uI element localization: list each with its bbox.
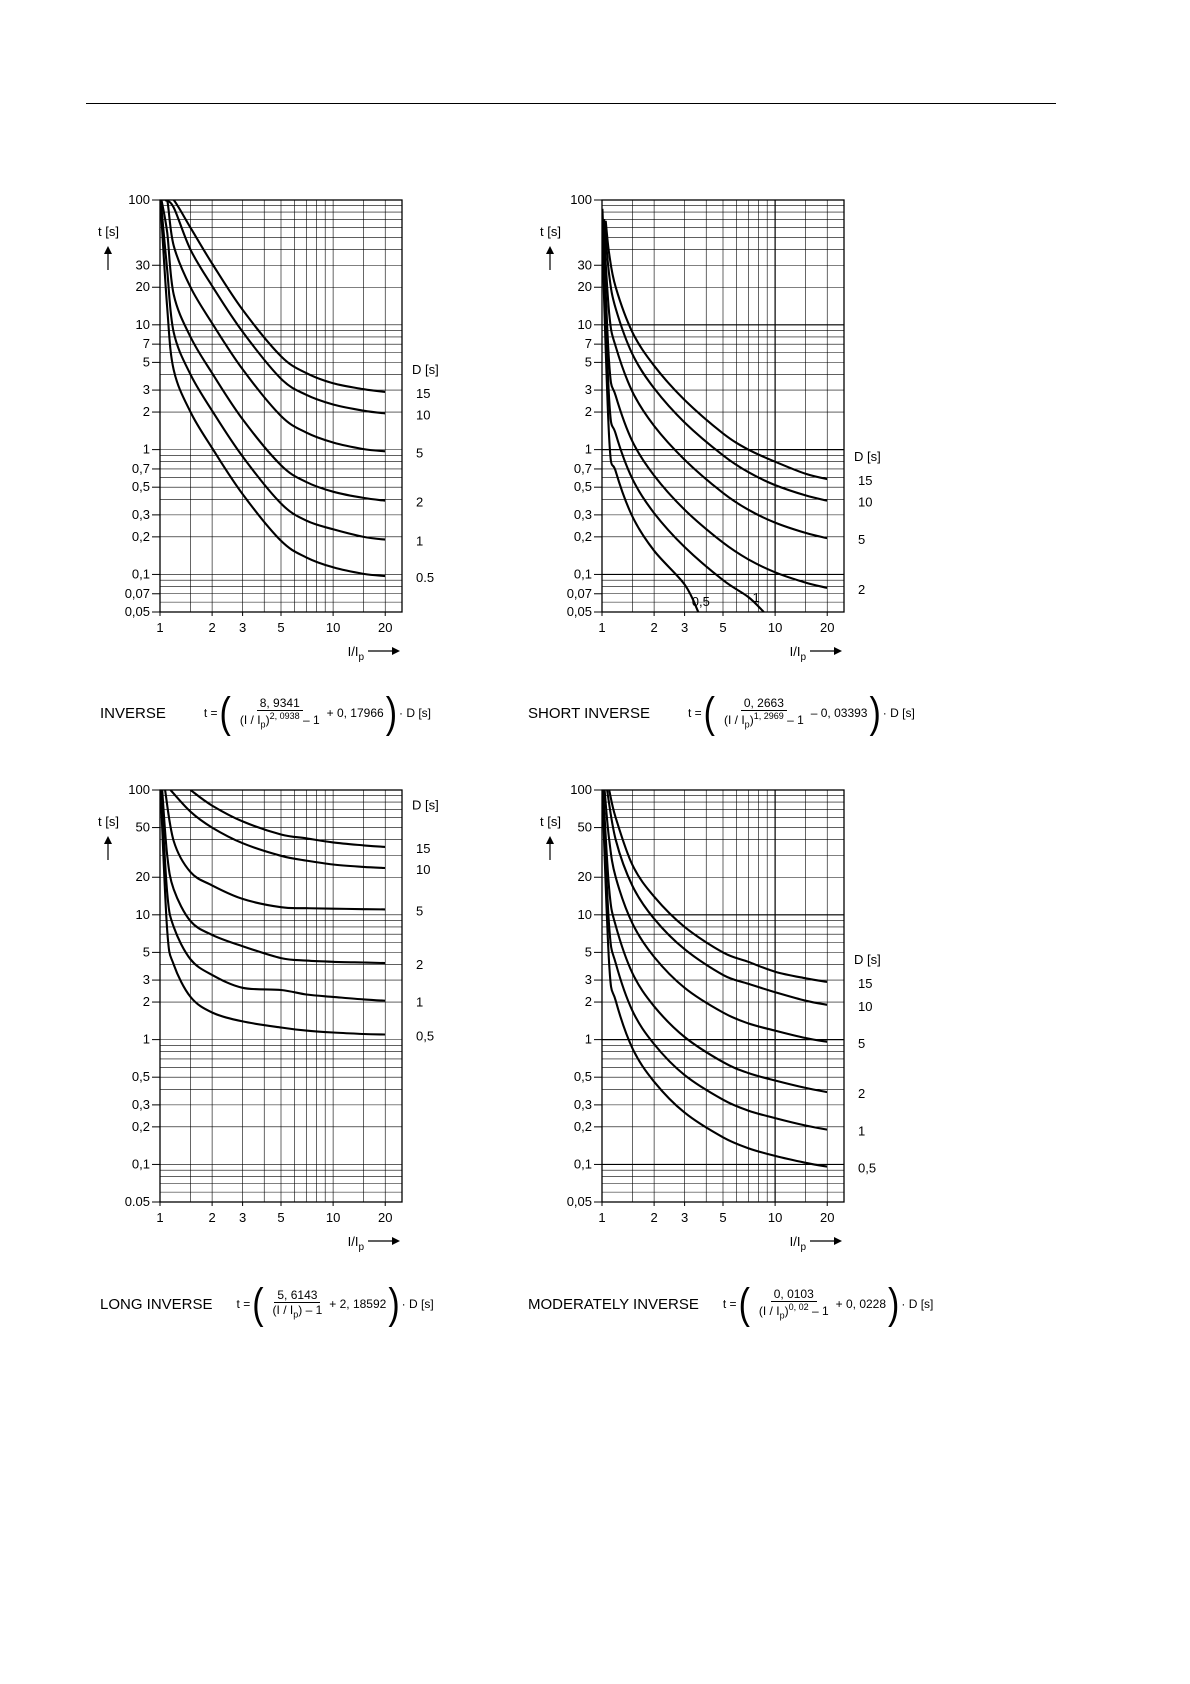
legend-title: D [s] — [854, 449, 881, 465]
y-tick-label: 1 — [584, 1031, 592, 1047]
formula-prefix: t = — [203, 705, 218, 720]
y-tick-label: 7 — [142, 336, 150, 352]
short-inverse-formula-row — [528, 685, 915, 741]
legend-title: D [s] — [412, 361, 439, 377]
x-axis-arrow-head — [834, 647, 842, 655]
curves — [602, 790, 827, 1167]
x-tick-label: 2 — [650, 620, 658, 635]
y-tick-label: 5 — [142, 354, 150, 370]
curve-label: 2 — [858, 1086, 866, 1102]
y-axis-title: t [s] — [540, 224, 561, 239]
y-tick-label: 100 — [128, 782, 150, 797]
denominator-base: (I / I — [724, 713, 745, 728]
y-tick-label: 0,05 — [566, 1194, 592, 1209]
x-tick-label: 2 — [208, 620, 216, 635]
denominator — [721, 711, 807, 730]
x-tick-label: 3 — [680, 620, 689, 635]
x-tick-label: 5 — [277, 620, 285, 635]
y-tick-label: 30 — [577, 257, 592, 273]
y-tick-label: 0,3 — [131, 506, 150, 522]
y-tick-label: 0,1 — [131, 1156, 150, 1172]
header-rule — [86, 103, 1056, 104]
x-tick-label: 2 — [650, 1210, 658, 1225]
formula-prefix: t = — [236, 1297, 251, 1311]
y-tick-label: 10 — [135, 906, 150, 922]
close-bracket: ) — [385, 689, 398, 737]
x-axis-title: $I/I_p$ — [347, 1234, 364, 1253]
y-tick-label: 3 — [584, 382, 592, 398]
curve-label: 2 — [416, 957, 424, 973]
inline-curve-label: 1 — [752, 589, 760, 605]
denominator-sub: p — [293, 1309, 299, 1320]
y-tick-label: 5 — [584, 354, 592, 370]
y-axis-title: t [s] — [540, 814, 561, 829]
denominator-close: ) — [298, 1303, 303, 1318]
denominator-tail: – 1 — [811, 1304, 829, 1319]
denominator — [237, 711, 323, 730]
y-tick-label: 0,2 — [573, 1118, 592, 1134]
legend-title: D [s] — [854, 951, 881, 967]
fraction — [756, 1287, 832, 1322]
x-tick-label: 5 — [277, 1210, 285, 1225]
numerator: 5, 6143 — [274, 1288, 320, 1303]
x-tick-label: 2 — [208, 1210, 216, 1225]
close-bracket: ) — [869, 689, 881, 737]
y-tick-label: 0,1 — [573, 1156, 592, 1172]
curve-label: 5 — [858, 1035, 866, 1051]
y-tick-label: 0,05 — [124, 604, 150, 619]
denominator-base: (I / I — [758, 1304, 780, 1319]
y-tick-label: 5 — [142, 944, 150, 960]
y-tick-label: 50 — [135, 819, 150, 835]
moderately-inverse-chart — [522, 780, 881, 1260]
y-tick-label: 2 — [584, 404, 592, 420]
y-tick-label: 0,5 — [573, 479, 592, 495]
x-axis-title-sub: p — [800, 1242, 806, 1253]
x-axis-title: $I/I_p$ — [347, 644, 364, 663]
curve-d-5 — [603, 219, 827, 538]
long-inverse-formula-row — [100, 1276, 434, 1332]
y-tick-label: 0,2 — [131, 1118, 150, 1134]
open-bracket: ( — [252, 1280, 264, 1328]
curve-label: 5 — [858, 532, 866, 548]
curve-d-10 — [604, 219, 827, 500]
curve-label: 0.5 — [416, 570, 435, 586]
y-tick-label: 0,2 — [573, 528, 592, 544]
y-tick-label: 0,07 — [566, 585, 592, 601]
curve-label: 15 — [858, 473, 873, 489]
curve-d-1 — [161, 790, 385, 1001]
curve-d-5 — [163, 197, 385, 452]
x-tick-label: 20 — [819, 1210, 835, 1225]
formula — [722, 1280, 934, 1328]
x-tick-label: 3 — [238, 1210, 247, 1225]
x-axis-arrow-head — [392, 647, 400, 655]
curves — [602, 209, 827, 612]
inverse-formula-row — [100, 685, 431, 741]
inverse-chart — [80, 190, 439, 670]
curves — [160, 197, 385, 576]
y-tick-label: 0,1 — [131, 566, 150, 582]
close-bracket: ) — [888, 1280, 900, 1328]
denominator-tail: – 1 — [305, 1303, 323, 1318]
gridlines — [602, 200, 844, 612]
y-tick-label: 100 — [570, 192, 592, 207]
y-tick-label: 10 — [577, 316, 592, 332]
curve-label: 0,5 — [858, 1160, 877, 1176]
addend: – 0, 03393 — [810, 705, 868, 720]
fraction — [721, 696, 807, 731]
y-tick-label: 50 — [577, 819, 592, 835]
y-tick-label: 0,3 — [573, 1096, 592, 1112]
curves — [161, 790, 386, 1035]
addend: + 0, 0228 — [835, 1296, 887, 1311]
moderately-inverse-formula-row — [528, 1276, 933, 1332]
curve-label: 15 — [858, 975, 873, 991]
y-tick-label: 3 — [584, 972, 592, 988]
open-bracket: ( — [219, 689, 231, 737]
y-tick-label: 20 — [135, 869, 150, 885]
curve-label: 10 — [416, 862, 431, 878]
x-axis-title: $I/I_p$ — [789, 644, 806, 663]
denominator-sub: p — [779, 1310, 785, 1321]
y-tick-label: 0,3 — [131, 1096, 150, 1112]
y-tick-label: 0,07 — [124, 585, 150, 601]
curve-label: 15 — [416, 840, 431, 856]
gridlines — [160, 790, 402, 1202]
formula-suffix: · D [s] — [401, 1297, 434, 1311]
x-axis-title: $I/I_p$ — [789, 1234, 806, 1253]
y-tick-label: 1 — [584, 441, 592, 457]
close-bracket: ) — [388, 1280, 400, 1328]
curve-label: 10 — [858, 494, 873, 510]
y-axis-arrow-head — [546, 836, 554, 844]
x-tick-label: 1 — [598, 620, 606, 635]
y-axis-title: t [s] — [98, 814, 119, 829]
curve-name: LONG INVERSE — [100, 1295, 213, 1313]
denominator-tail: – 1 — [302, 713, 320, 728]
y-tick-label: 2 — [142, 994, 150, 1010]
short-inverse-chart — [522, 190, 881, 670]
denominator-close: ) — [749, 713, 754, 728]
x-axis-title-sub: p — [358, 1242, 364, 1253]
denominator-close: ) — [265, 713, 270, 728]
numerator: 0, 2663 — [741, 696, 787, 711]
y-axis-arrow-head — [104, 246, 112, 254]
x-tick-label: 20 — [377, 1210, 393, 1225]
fraction — [270, 1288, 326, 1321]
curve-label: 2 — [858, 581, 866, 597]
addend: + 0, 17966 — [326, 705, 384, 720]
y-tick-label: 2 — [584, 994, 592, 1010]
x-tick-label: 10 — [325, 1210, 341, 1225]
exponent: 0, 02 — [788, 1302, 809, 1313]
curve-label: 5 — [416, 445, 424, 461]
curve-label: 15 — [416, 385, 431, 401]
addend: + 2, 18592 — [329, 1297, 387, 1311]
curve-d-1 — [603, 790, 828, 1130]
y-tick-label: 2 — [142, 404, 150, 420]
curve-d-15 — [167, 198, 385, 392]
denominator — [270, 1303, 326, 1320]
curve-label: 0,5 — [416, 1028, 435, 1044]
curve-d-5 — [165, 790, 385, 909]
y-tick-label: 7 — [584, 336, 592, 352]
curve-label: 1 — [416, 994, 424, 1010]
denominator — [756, 1302, 832, 1321]
formula-prefix: t = — [722, 1296, 737, 1311]
y-tick-label: 0,5 — [131, 479, 150, 495]
denominator-sub: p — [744, 719, 750, 730]
formula-prefix: t = — [687, 705, 702, 720]
x-tick-label: 5 — [719, 620, 727, 635]
x-tick-label: 10 — [767, 620, 783, 635]
x-tick-label: 3 — [238, 620, 247, 635]
curve-name: MODERATELY INVERSE — [528, 1295, 699, 1313]
numerator: 0, 0103 — [771, 1287, 817, 1302]
long-inverse-chart — [80, 780, 439, 1260]
x-tick-label: 20 — [377, 620, 393, 635]
y-tick-label: 0,5 — [573, 1069, 592, 1085]
y-tick-label: 3 — [142, 382, 150, 398]
formula-suffix: · D [s] — [399, 705, 432, 720]
x-tick-label: 3 — [680, 1210, 689, 1225]
y-tick-label: 100 — [128, 192, 150, 207]
open-bracket: ( — [738, 1280, 750, 1328]
y-tick-label: 10 — [577, 906, 592, 922]
curve-d-10 — [165, 200, 385, 413]
gridlines — [602, 790, 844, 1202]
y-axis-title: t [s] — [98, 224, 119, 239]
x-tick-label: 1 — [156, 1210, 164, 1225]
y-tick-label: 20 — [577, 279, 592, 295]
curve-name: SHORT INVERSE — [528, 704, 650, 722]
x-tick-label: 10 — [767, 1210, 783, 1225]
y-tick-label: 10 — [135, 316, 150, 332]
x-tick-label: 1 — [598, 1210, 606, 1225]
denominator-tail: – 1 — [787, 713, 804, 728]
y-tick-label: 20 — [577, 869, 592, 885]
y-axis-arrow-head — [104, 836, 112, 844]
curve-label: 10 — [858, 998, 873, 1014]
x-axis-title-sub: p — [358, 652, 364, 663]
x-tick-label: 10 — [325, 620, 341, 635]
curve-d-10 — [171, 790, 386, 868]
exponent: 1, 2969 — [753, 711, 784, 722]
y-tick-label: 0,7 — [131, 460, 150, 476]
x-tick-label: 5 — [719, 1210, 727, 1225]
curve-d-15 — [191, 790, 386, 847]
y-tick-label: 0,1 — [573, 566, 592, 582]
formula-suffix: · D [s] — [882, 705, 915, 720]
open-bracket: ( — [703, 689, 715, 737]
curve-d-15 — [609, 790, 827, 982]
y-tick-label: 1 — [142, 441, 150, 457]
y-axis-arrow-head — [546, 246, 554, 254]
x-axis-arrow-head — [834, 1237, 842, 1245]
formula — [203, 689, 432, 737]
legend-title: D [s] — [412, 797, 439, 813]
x-axis-arrow-head — [392, 1237, 400, 1245]
y-tick-label: 20 — [135, 279, 150, 295]
y-tick-label: 0,7 — [573, 460, 592, 476]
y-tick-label: 0,5 — [131, 1069, 150, 1085]
denominator-close: ) — [784, 1304, 789, 1319]
y-tick-label: 100 — [570, 782, 592, 797]
x-tick-label: 20 — [819, 620, 835, 635]
y-tick-label: 5 — [584, 944, 592, 960]
formula — [236, 1280, 434, 1328]
denominator-base: (I / I — [272, 1303, 294, 1318]
curve-name: INVERSE — [100, 704, 166, 722]
y-tick-label: 30 — [135, 257, 150, 273]
y-tick-label: 0.05 — [124, 1194, 150, 1209]
curve-label: 2 — [416, 494, 424, 510]
denominator-sub: p — [260, 719, 266, 730]
curve-d-10 — [607, 790, 827, 1005]
curve-label: 5 — [416, 903, 424, 919]
y-tick-label: 0,3 — [573, 506, 592, 522]
y-tick-label: 3 — [142, 972, 150, 988]
denominator-base: (I / I — [239, 713, 261, 728]
exponent: 2, 0938 — [269, 711, 300, 722]
fraction — [237, 696, 323, 731]
formula — [687, 689, 915, 737]
curve-label: 1 — [858, 1123, 866, 1139]
inline-curve-label: 0,5 — [691, 594, 710, 610]
numerator: 8, 9341 — [257, 696, 303, 711]
formula-suffix: · D [s] — [901, 1296, 934, 1311]
curve-d-15 — [606, 221, 828, 479]
y-tick-label: 0,05 — [566, 604, 592, 619]
x-tick-label: 1 — [156, 620, 164, 635]
y-tick-label: 1 — [142, 1031, 150, 1047]
curve-d-2 — [603, 790, 827, 1092]
y-tick-label: 0,2 — [131, 528, 150, 544]
curve-label: 10 — [416, 407, 431, 423]
x-axis-title-sub: p — [800, 652, 806, 663]
curve-label: 1 — [416, 533, 424, 549]
